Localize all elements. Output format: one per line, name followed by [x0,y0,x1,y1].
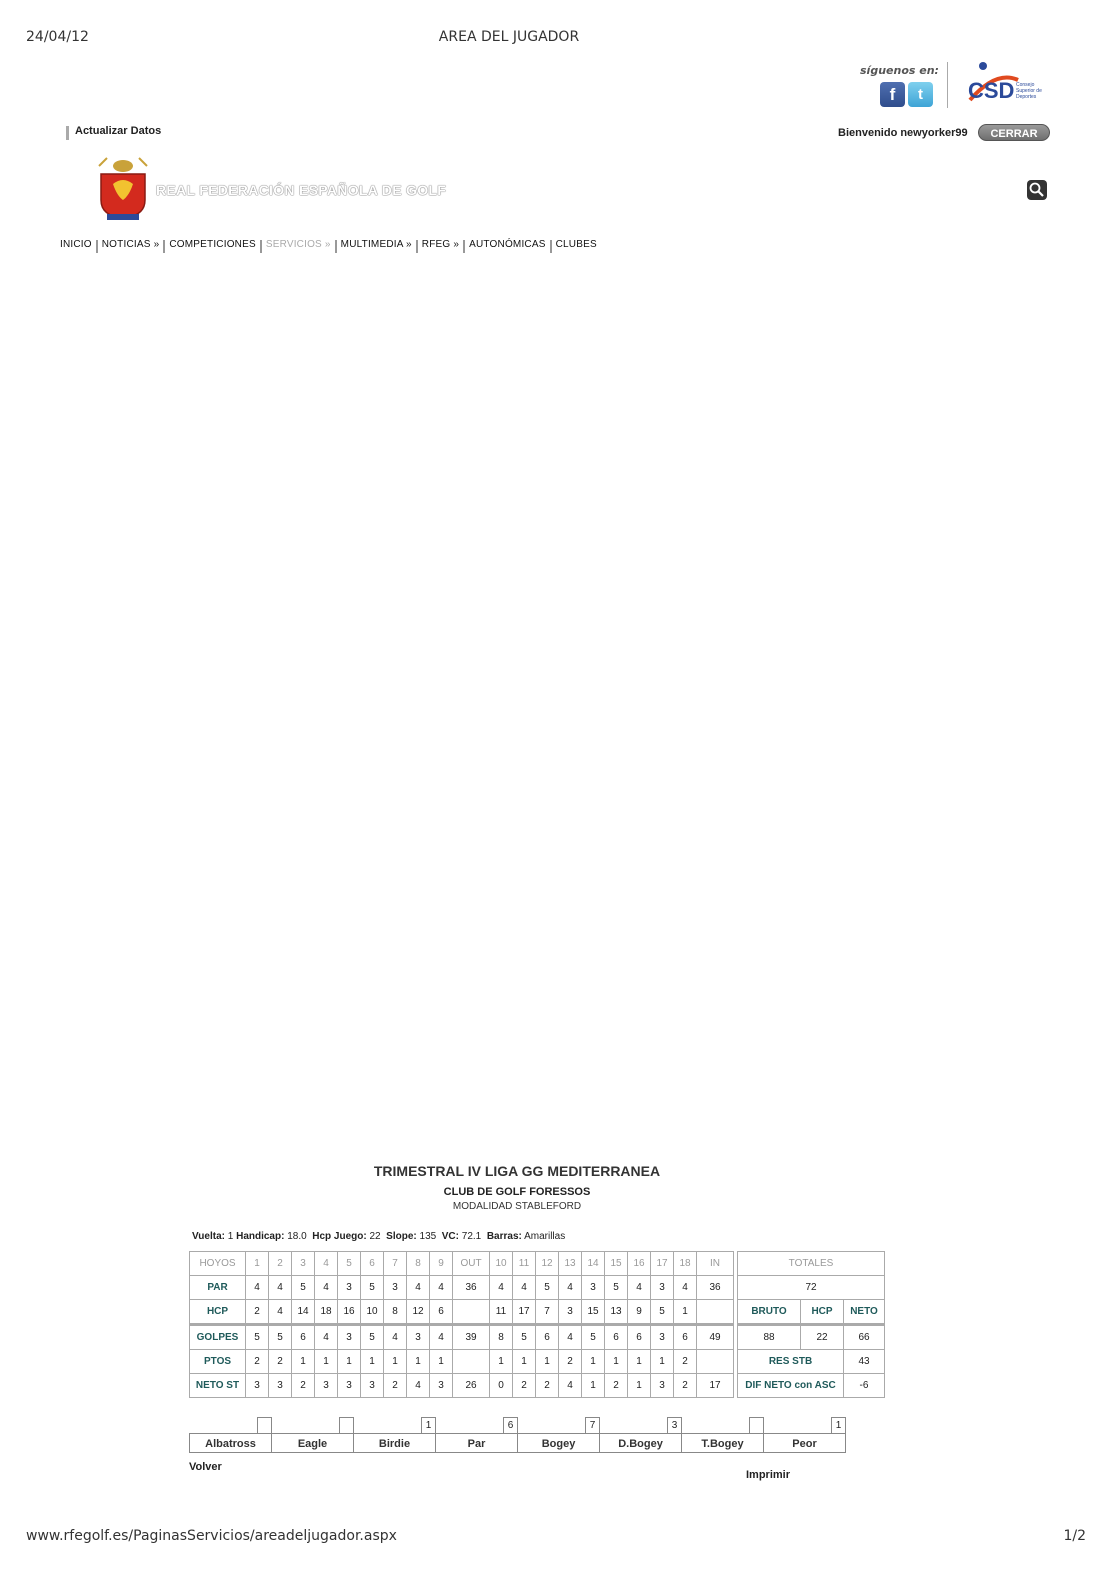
res-stb-value: 43 [844,1350,885,1374]
score-cell: 4 [246,1276,269,1300]
score-cell: 6 [292,1325,315,1350]
score-cell: 1 [536,1350,559,1374]
hole-number: 18 [674,1252,697,1276]
in-cell [697,1350,734,1374]
hole-number: 8 [407,1252,430,1276]
scorecard-row [190,1300,885,1325]
score-cell: 3 [651,1325,674,1350]
score-cell: 8 [384,1300,407,1325]
in-cell: 36 [697,1276,734,1300]
scorecard-row [190,1374,885,1398]
out-cell: 36 [453,1276,490,1300]
hole-number: 6 [361,1252,384,1276]
hole-number: 13 [559,1252,582,1276]
holes-row [190,1252,885,1276]
scorecard-row [190,1276,885,1300]
hole-number: 11 [513,1252,536,1276]
score-cell: 4 [559,1374,582,1398]
score-cell: 3 [384,1276,407,1300]
hole-number: 17 [651,1252,674,1276]
score-cell: 2 [674,1350,697,1374]
out-cell [453,1350,490,1374]
neto-header: NETO [844,1300,885,1325]
hole-number: 2 [269,1252,292,1276]
row-label: PTOS [190,1350,246,1374]
res-stb-label: RES STB [738,1350,844,1374]
score-cell: 4 [513,1276,536,1300]
scorecard-row [190,1325,885,1350]
score-cell: 2 [246,1350,269,1374]
score-cell: 0 [490,1374,513,1398]
twitter-icon[interactable]: t [908,82,933,107]
score-cell: 4 [559,1325,582,1350]
back-link[interactable]: Volver [189,1461,222,1473]
totals-header: TOTALES [738,1252,885,1276]
nav-inicio[interactable]: INICIO [60,239,92,250]
nav-rfeg[interactable]: RFEG » [421,239,460,250]
score-cell: 2 [605,1374,628,1398]
score-cell: 1 [605,1350,628,1374]
federation-name: REAL FEDERACIÓN ESPAÑOLA DE GOLF [156,182,447,198]
score-cell: 6 [628,1325,651,1350]
hole-number: 9 [430,1252,453,1276]
score-cell: 2 [246,1300,269,1325]
score-cell: 1 [361,1350,384,1374]
score-cell: 9 [628,1300,651,1325]
score-cell: 16 [338,1300,361,1325]
meta-label: VC: [441,1231,459,1242]
meta-label: Hcp Juego: [312,1231,367,1242]
in-header: IN [697,1252,734,1276]
score-cell: 4 [407,1276,430,1300]
score-cell: 2 [269,1350,292,1374]
meta-value: 18.0 [287,1231,307,1242]
neto-value: 66 [844,1325,885,1350]
hole-number: 1 [246,1252,269,1276]
dif-neto-label: DIF NETO con ASC [738,1374,844,1398]
competition-mode: MODALIDAD STABLEFORD [452,1201,582,1212]
score-cell: 3 [338,1325,361,1350]
rfeg-crest-icon[interactable] [93,156,153,222]
meta-value: Amarillas [524,1231,566,1242]
row-label: GOLPES [190,1325,246,1350]
score-cell: 6 [605,1325,628,1350]
score-cell: 1 [628,1350,651,1374]
welcome-text: Bienvenido newyorker99 [838,127,968,139]
meta-value: 135 [419,1231,437,1242]
score-cell: 2 [513,1374,536,1398]
scorecard-table [189,1251,885,1398]
score-cell: 6 [536,1325,559,1350]
score-cell: 5 [361,1276,384,1300]
score-cell: 3 [430,1374,453,1398]
print-url: www.rfegolf.es/PaginasServicios/areadeljugador.aspx [26,1528,397,1544]
follow-label: síguenos en: [860,64,939,77]
out-header: OUT [453,1252,490,1276]
hole-number: 14 [582,1252,605,1276]
row-label: NETO ST [190,1374,246,1398]
hole-number: 7 [384,1252,407,1276]
score-cell: 12 [407,1300,430,1325]
score-cell: 15 [582,1300,605,1325]
distribution-count [749,1417,764,1434]
hcp-value: 22 [801,1325,844,1350]
distribution-label: Birdie [353,1433,436,1453]
score-cell: 5 [536,1276,559,1300]
nav-servicios[interactable]: SERVICIOS » [265,239,331,250]
update-separator [66,126,69,140]
score-cell: 3 [407,1325,430,1350]
score-cell: 4 [490,1276,513,1300]
score-cell: 4 [430,1276,453,1300]
score-cell: 4 [315,1276,338,1300]
distribution-label: Bogey [517,1433,600,1453]
score-cell: 3 [582,1276,605,1300]
score-cell: 4 [384,1325,407,1350]
dif-neto-value: -6 [844,1374,885,1398]
score-cell: 5 [246,1325,269,1350]
search-icon [1027,180,1047,200]
hole-number: 15 [605,1252,628,1276]
club-name: CLUB DE GOLF FORESSOS [443,1186,591,1198]
hole-number: 16 [628,1252,651,1276]
score-cell: 3 [559,1300,582,1325]
score-cell: 1 [628,1374,651,1398]
distribution-count: 7 [585,1417,600,1434]
score-cell: 4 [430,1325,453,1350]
nav-noticias[interactable]: NOTICIAS » [101,239,160,250]
update-data-link[interactable]: Actualizar Datos [75,125,162,137]
score-cell: 2 [674,1374,697,1398]
score-cell: 5 [513,1325,536,1350]
score-cell: 1 [407,1350,430,1374]
in-cell [697,1300,734,1325]
score-cell: 8 [490,1325,513,1350]
score-cell: 6 [674,1325,697,1350]
distribution-count: 1 [831,1417,846,1434]
score-cell: 5 [361,1325,384,1350]
bruto-header: BRUTO [738,1300,801,1325]
csd-text-2: Superior de [1016,88,1042,94]
score-cell: 3 [338,1374,361,1398]
par-total: 72 [738,1276,885,1300]
score-cell: 3 [338,1276,361,1300]
score-cell: 5 [651,1300,674,1325]
out-cell: 26 [453,1374,490,1398]
print-page-number: 1/2 [1063,1528,1086,1544]
distribution-label: Eagle [271,1433,354,1453]
score-cell: 3 [361,1374,384,1398]
distribution-label: D.Bogey [599,1433,682,1453]
score-cell: 4 [674,1276,697,1300]
score-cell: 1 [430,1350,453,1374]
score-cell: 2 [559,1350,582,1374]
score-cell: 14 [292,1300,315,1325]
score-cell: 1 [338,1350,361,1374]
row-label: HCP [190,1300,246,1325]
score-cell: 1 [490,1350,513,1374]
print-link[interactable]: Imprimir [746,1469,791,1481]
meta-label: Barras: [486,1231,522,1242]
search-button[interactable] [1027,180,1047,200]
score-cell: 4 [269,1276,292,1300]
score-cell: 4 [269,1300,292,1325]
score-cell: 4 [559,1276,582,1300]
nav-separator [260,240,262,253]
score-cell: 3 [651,1276,674,1300]
bruto-value: 88 [738,1325,801,1350]
nav-clubes[interactable]: CLUBES [555,239,597,250]
nav-separator [335,240,337,253]
hole-number: 4 [315,1252,338,1276]
nav-separator [163,240,165,253]
in-cell: 49 [697,1325,734,1350]
distribution-count [257,1417,272,1434]
print-date: 24/04/12 [26,29,89,45]
score-cell: 13 [605,1300,628,1325]
score-cell: 1 [513,1350,536,1374]
hole-number: 5 [338,1252,361,1276]
score-cell: 4 [407,1374,430,1398]
score-cell: 7 [536,1300,559,1325]
nav-autonomicas[interactable]: AUTONÓMICAS [469,239,546,250]
distribution-count: 3 [667,1417,682,1434]
distribution-count [339,1417,354,1434]
nav-separator [96,240,98,253]
score-cell: 4 [628,1276,651,1300]
score-cell: 1 [582,1374,605,1398]
header-divider [947,62,948,108]
print-title: AREA DEL JUGADOR [438,29,580,45]
hole-number: 10 [490,1252,513,1276]
meta-label: Vuelta: [192,1231,225,1242]
score-cell: 2 [536,1374,559,1398]
holes-header: HOYOS [190,1252,246,1276]
meta-label: Slope: [386,1231,417,1242]
nav-multimedia[interactable]: MULTIMEDIA » [340,239,412,250]
score-cell: 3 [315,1374,338,1398]
csd-text-3: Deportes [1016,94,1037,100]
score-cell: 5 [292,1276,315,1300]
competition-title: TRIMESTRAL IV LIGA GG MEDITERRANEA [373,1163,661,1179]
out-cell: 39 [453,1325,490,1350]
meta-value: 1 [227,1231,234,1242]
hole-number: 12 [536,1252,559,1276]
score-cell: 1 [315,1350,338,1374]
score-cell: 17 [513,1300,536,1325]
score-cell: 3 [651,1374,674,1398]
in-cell: 17 [697,1374,734,1398]
scorecard-row [190,1350,885,1374]
main-nav [60,236,597,253]
logout-button[interactable]: CERRAR [978,124,1050,141]
meta-value: 72.1 [461,1231,482,1242]
distribution-label: Albatross [189,1433,272,1453]
distribution-label: Par [435,1433,518,1453]
score-cell: 18 [315,1300,338,1325]
score-cell: 2 [292,1374,315,1398]
nav-separator [416,240,418,253]
score-cell: 4 [315,1325,338,1350]
distribution-count: 6 [503,1417,518,1434]
csd-logo[interactable] [966,60,1046,116]
csd-letters: CSD [968,78,1015,103]
score-cell: 6 [430,1300,453,1325]
hcp-header: HCP [801,1300,844,1325]
facebook-icon[interactable]: f [880,82,905,107]
distribution-count: 1 [421,1417,436,1434]
meta-label: Handicap: [236,1231,285,1242]
nav-separator [550,240,552,253]
score-cell: 1 [582,1350,605,1374]
out-cell [453,1300,490,1325]
csd-crown-icon [979,62,987,70]
score-cell: 1 [674,1300,697,1325]
nav-separator [463,240,465,253]
nav-competiciones[interactable]: COMPETICIONES [169,239,256,250]
meta-value: 22 [369,1231,381,1242]
score-cell: 3 [246,1374,269,1398]
score-cell: 10 [361,1300,384,1325]
score-cell: 1 [292,1350,315,1374]
hole-number: 3 [292,1252,315,1276]
score-cell: 1 [651,1350,674,1374]
row-label: PAR [190,1276,246,1300]
round-meta [192,1231,565,1242]
score-cell: 1 [384,1350,407,1374]
score-cell: 11 [490,1300,513,1325]
score-cell: 5 [269,1325,292,1350]
distribution-label: T.Bogey [681,1433,764,1453]
score-cell: 5 [605,1276,628,1300]
score-cell: 2 [384,1374,407,1398]
csd-text-1: Consejo [1016,82,1035,88]
score-cell: 3 [269,1374,292,1398]
distribution-label: Peor [763,1433,846,1453]
score-cell: 5 [582,1325,605,1350]
